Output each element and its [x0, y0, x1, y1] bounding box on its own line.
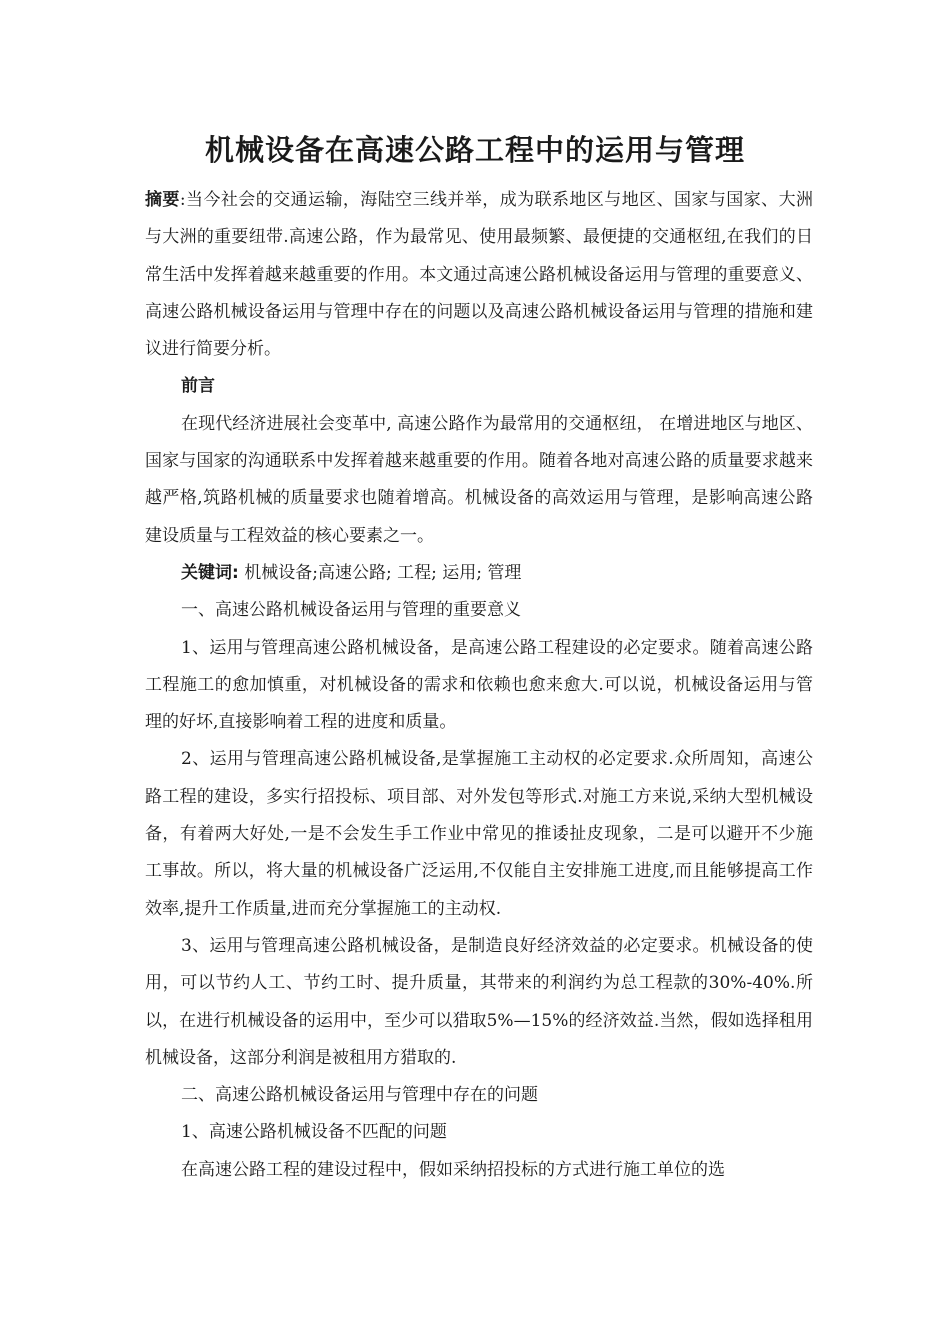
keywords-label: 关键词: — [181, 562, 239, 583]
document-body — [145, 182, 813, 1189]
keywords-text: 机械设备;高速公路; 工程; 运用; 管理 — [238, 562, 522, 583]
body-paragraph: 2、运用与管理高速公路机械设备,是掌握施工主动权的必定要求.众所周知，高速公路工程的建设，多实行招投标、项目部、对外发包等形式.对施工方来说,采纳大型机械设备，有着两大好处,一是不会发生手工作业中常见的推诿扯皮现象，二是可以避开不少施工事故。所以，将大量的机械设备广泛运用,不仅能自主安排施工进度,而且能够提高工作效率,提升工作质量,进而充分掌握施工的主动权. — [145, 749, 813, 919]
body-paragraph: 在高速公路工程的建设过程中，假如采纳招投标的方式进行施工单位的选 — [181, 1159, 725, 1180]
abstract-paragraph — [145, 182, 813, 368]
abstract-text: :当今社会的交通运输，海陆空三线并举，成为联系地区与地区、国家与国家、大洲与大洲的重要纽带.高速公路，作为最常见、使用最频繁、最便捷的交通枢纽,在我们的日常生活中发挥着越来越重要的作用。本文通过高速公路机械设备运用与管理的重要意义、高速公路机械设备运用与管理中存在的问题以及高速公路机械设备运用与管理的措施和建议进行简要分析。 — [145, 190, 813, 360]
section-heading: 二、高速公路机械设备运用与管理中存在的问题 — [181, 1085, 538, 1106]
abstract-label: 摘要 — [145, 190, 180, 210]
preface-heading: 前言 — [181, 376, 215, 397]
preface-paragraph: 在现代经济进展社会变革中, 高速公路作为最常用的交通枢纽， 在增进地区与地区、 国家与国家的沟通联系中发挥着越来越重要的作用。随着各地对高速公路的质量要求越来越严格,筑路机械的质量要求也随着增高。机械设备的高效运用与管理，是影响高速公路建设质量与工程效益的核心要素之一。 — [145, 413, 813, 546]
body-paragraph: 1、运用与管理高速公路机械设备，是高速公路工程建设的必定要求。随着高速公路工程施工的愈加慎重，对机械设备的需求和依赖也愈来愈大.可以说，机械设备运用与管理的好坏,直接影响着工程的进度和质量。 — [145, 637, 813, 733]
subsection-heading: 1、高速公路机械设备不匹配的问题 — [181, 1122, 447, 1143]
document-title: 机械设备在高速公路工程中的运用与管理 — [204, 133, 745, 167]
section-heading: 一、高速公路机械设备运用与管理的重要意义 — [181, 600, 521, 621]
keywords-line — [145, 555, 813, 592]
body-paragraph: 3、运用与管理高速公路机械设备，是制造良好经济效益的必定要求。机械设备的使用，可以节约人工、节约工时、提升质量，其带来的利润约为总工程款的30%-40%.所以，在进行机械设备的运用中，至少可以猎取5%—15%的经济效益.当然，假如选择租用机械设备，这部分利润是被租用方猎取的. — [145, 935, 813, 1068]
